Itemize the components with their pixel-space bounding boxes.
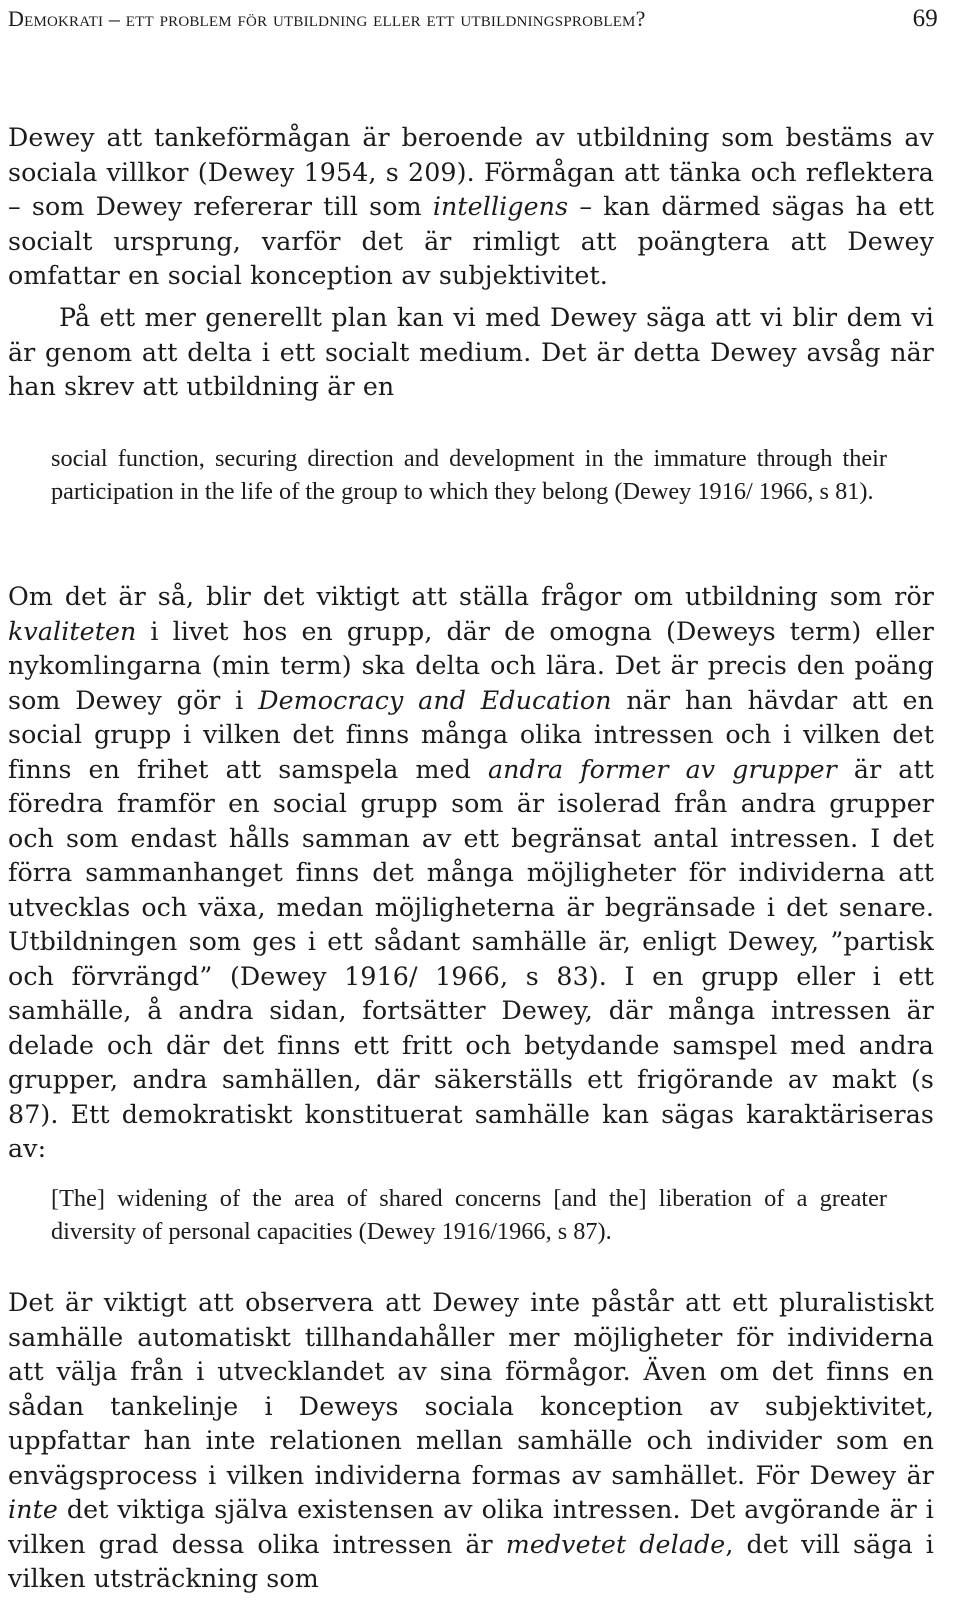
body-paragraph	[8, 1286, 934, 1597]
paragraph-text: , det vill säga i vilken utsträckning som	[8, 1529, 934, 1593]
page-number: 69	[912, 5, 938, 32]
italic-term: inte	[8, 1495, 58, 1524]
italic-term: andra former av grupper	[487, 754, 837, 784]
paragraph-text: Dewey att tankeförmågan är beroende av utbildning som bestäms av sociala villkor (Dewey 1954, s 209). Förmågan att tänka och reflektera – som Dewey refererar till som	[8, 123, 934, 221]
body-paragraph	[8, 301, 934, 405]
book-title: Democracy and Education	[258, 685, 612, 715]
body-paragraph	[8, 121, 934, 294]
running-head	[8, 4, 938, 34]
quote-text: social function, securing direction and development in the immature through their participation in the life of the group to which they belong (Dewey 1916/ 1966, s 81).	[51, 445, 887, 505]
paragraph-text: är att föredra framför en social grupp som är isolerad från andra grupper och som endast hålls samman av ett begränsat antal intressen. I det förra sammanhanget finns det många möjligheter för individerna att utvecklas och växa, medan möjligheterna är begränsade i det senare. Utbildningen som ges i ett sådant samhälle är, enligt Dewey, ”partisk och förvrängd” (Dewey 1916/ 1966, s 83). I en grupp eller i ett samhälle, å andra sidan, fortsätter Dewey, där många intressen är delade och där det finns ett fritt och betydande samspel med andra grupper, andra samhällen, där säkerställs ett frigörande av makt (s 87). Ett demokratiskt konstituerat samhälle kan sägas karaktäriseras av:	[8, 754, 934, 1163]
body-paragraph	[8, 580, 934, 1167]
running-title: Demokrati – ett problem för utbildning eller ett utbildningsproblem?	[8, 6, 646, 31]
block-quote	[51, 1183, 887, 1248]
paragraph-text: På ett mer generellt plan kan vi med Dewey säga att vi blir dem vi är genom att delta i ett socialt medium. Det är detta Dewey avsåg när han skrev att utbildning är en	[8, 303, 934, 401]
paragraph-text: – kan därmed sägas ha ett socialt ursprung, varför det är rimligt att poängtera att Dewey omfattar en social konception av subjektivitet.	[8, 192, 934, 290]
quote-text: [The] widening of the area of shared concerns [and the] liberation of a greater diversity of personal capacities (Dewey 1916/1966, s 87).	[51, 1185, 887, 1245]
paragraph-text: det viktiga själva existensen av olika intressen. Det avgörande är i vilken grad dessa olika intressen är	[8, 1495, 934, 1559]
italic-term: kvaliteten	[8, 616, 137, 646]
italic-term: intelligens	[432, 192, 569, 221]
paragraph-text: i livet hos en grupp, där de omogna (Deweys term) eller nykomlingarna (min term) ska delta och lära. Det är precis den poäng som Dewey gör i	[8, 616, 934, 715]
paragraph-text: Om det är så, blir det viktigt att ställa frågor om utbildning som rör	[8, 582, 934, 611]
paragraph-text: när han hävdar att en social grupp i vilken det finns många olika intressen och i vilken det finns en frihet att samspela med	[8, 685, 934, 784]
block-quote	[51, 443, 887, 508]
paragraph-text: Det är viktigt att observera att Dewey inte påstår att ett pluralistiskt samhälle automatiskt tillhandahåller mer möjligheter för individerna att välja från i utvecklandet av sina förmågor. Även om det finns en sådan tankelinje i Deweys sociala konception av subjektivitet, uppfattar han inte relationen mellan samhälle och individer som en envägsprocess i vilken individerna formas av samhället. För Dewey är	[8, 1288, 934, 1490]
italic-term: medvetet delade	[505, 1529, 726, 1559]
